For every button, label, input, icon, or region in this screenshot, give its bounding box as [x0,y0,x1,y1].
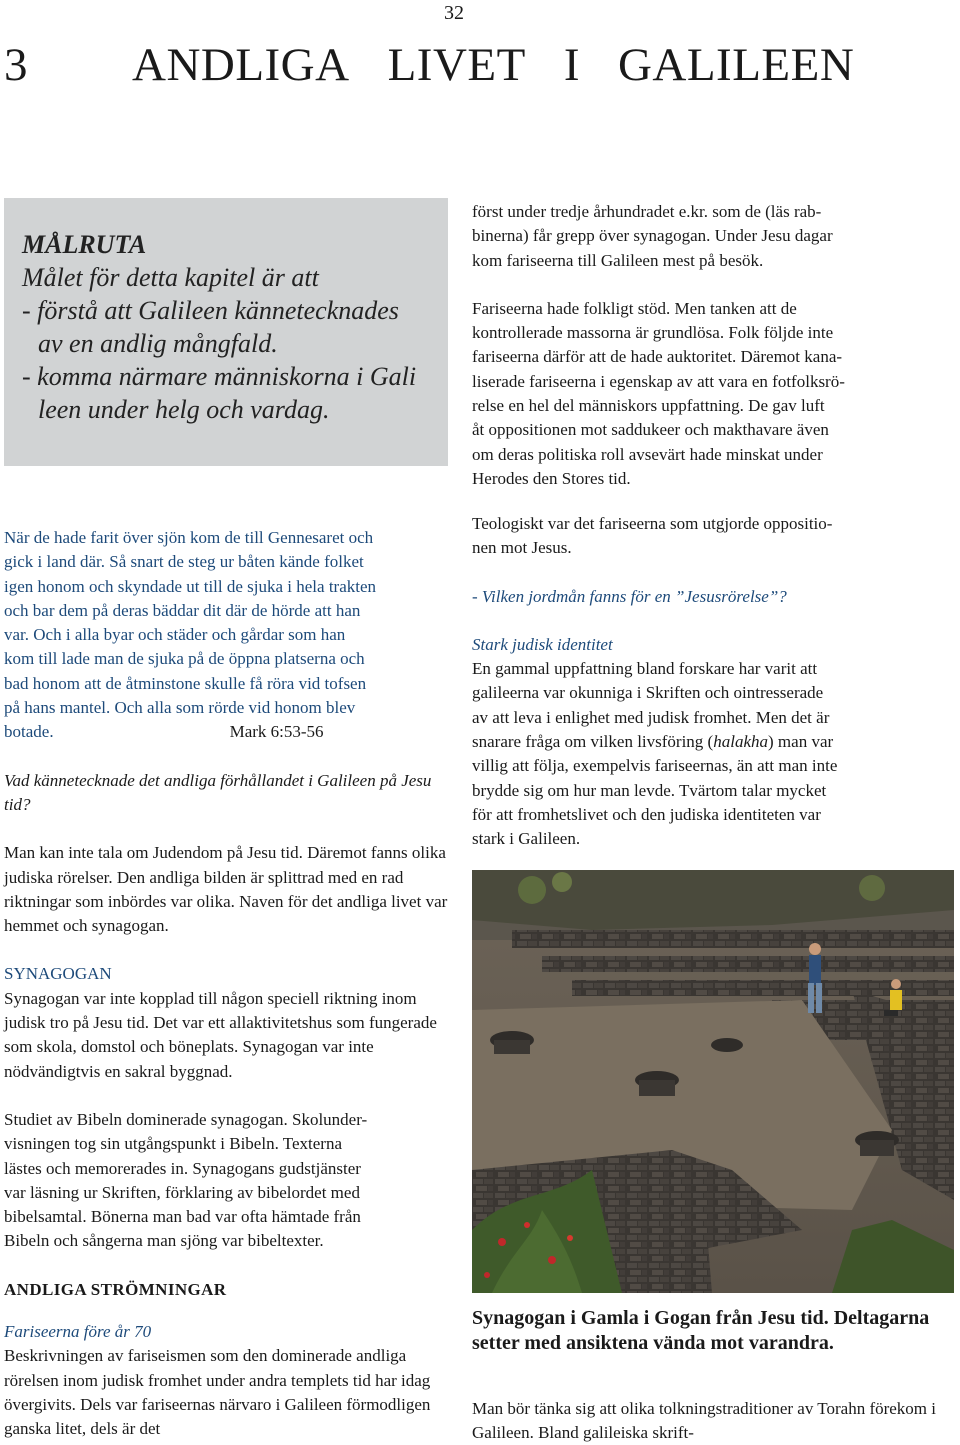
scripture-line: gick i land där. Så snart de steg ur båten kände folket [4,552,364,572]
paragraph-line: liserade fariseerna i egenskap av att vara en fotfolksrö- [472,371,845,391]
goal-box-line: - förstå att Galileen kännetecknades [22,296,399,325]
question: - Vilken jordmån fanns för en ”Jesusrörelse”? [472,586,787,606]
paragraph: Man kan inte tala om Judendom på Jesu tid. Däremot fanns olika judiska rörelser. Den andliga bilden är splittrad med en rad riktningar som inbördes var olika. Naven för det andliga livet var hemmet och synagogan. [4,843,448,936]
scripture-line: igen honom och skyndade ut till de sjuka i hela trakten [4,576,377,596]
paragraph-line: galileerna var okunniga i Skriften och ointresserade [472,683,824,703]
paragraph-line: snarare fråga om vilken livsföring ( [472,732,714,752]
goal-box-line: - komma närmare människorna i Gali [22,362,417,391]
paragraph [472,512,956,561]
paragraph-line: Teologiskt var det fariseerna som utgjorde oppositio- [472,514,833,533]
synagogue-ruins-photo [472,870,954,1293]
paragraph-line: stark i Galileen. [472,829,581,849]
paragraph-line: var läsning ur Skriften, förklaring av bibelordet med [4,1182,360,1202]
subheading-pharisees: Fariseerna före år 70 [4,1322,152,1342]
paragraph [4,1108,450,1254]
paragraph-line: om deras politiska roll avsevärt hade minskat under [472,444,823,464]
scripture-line: botade. [4,722,54,742]
paragraph-line: En gammal uppfattning bland forskare har varit att [472,659,818,679]
goal-box-title: MÅLRUTA [22,230,147,259]
right-column-lower [472,512,956,852]
paragraph-line: bibelsamtal. Bönerna man bad var ofta hämtade från [4,1207,361,1227]
scripture-line: och bar dem på deras bäddar dit där de hörde att han [4,600,361,620]
paragraph-line: binerna) får grepp över synagogan. Under Jesu dagar [472,226,833,246]
paragraph-line: kontrollerade massorna är grundlösa. Folk följde inte [472,323,834,343]
paragraph [472,200,956,273]
paragraph-line: Herodes den Stores tid. [472,468,631,488]
paragraph-line: först under tredje århundradet e.kr. som de (läs rab- [472,202,822,221]
left-column [4,526,450,1442]
paragraph-line: för att fromhetslivet och den judiska identiteten var [472,804,821,824]
paragraph-line: kom fariseerna till Galileen mest på besök. [472,250,764,270]
paragraph-line: nen mot Jesus. [472,538,572,558]
paragraph-line: fariseerna därför att de hade auktoritet. Däremot kana- [472,347,843,367]
photo-caption: Synagogan i Gamla i Gogan från Jesu tid. Deltagarna setter med ansiktena vända mot varandra. [472,1307,930,1354]
chapter-title-word: ANDLIGA [132,39,350,91]
paragraph-line: Fariseerna hade folkligt stöd. Men tanken att de [472,298,797,318]
paragraph-line: villig att följa, exempelvis fariseernas, än att man inte [472,756,838,776]
right-column [472,200,956,491]
paragraph-line: av att leva i enlighet med judisk fromhet. Men det är [472,707,830,727]
paragraph [472,657,956,851]
scripture-quote [4,526,450,745]
paragraph: Man bör tänka sig att olika tolkningstraditioner av Torahn förekom i Galileen. Bland galileiska skrift- [472,1399,937,1442]
chapter-title-word: I [563,39,580,91]
question: Vad kännetecknade det andliga förhållandet i Galileen på Jesu tid? [4,770,432,814]
scripture-line: bad honom att de åtminstone skulle få röra vid tofsen [4,673,367,693]
section-heading-currents: ANDLIGA STRÖMNINGAR [4,1279,227,1299]
section-heading-synagogue: SYNAGOGAN [4,964,112,984]
scripture-line: När de hade farit över sjön kom de till Gennesaret och [4,528,374,547]
scripture-line: kom till lade man de sjuka på de öppna platserna och [4,649,365,669]
paragraph-line: lästes och memorerades in. Synagogans gudstjänster [4,1158,361,1178]
goal-box-line: Målet för detta kapitel är att [22,263,319,292]
goal-box-line: av en andlig mångfald. [38,329,278,358]
scripture-line: var. Och i alla byar och städer och gårdar som han [4,625,346,645]
paragraph-line: åt oppositionen mot saddukeer och makthavare även [472,420,829,440]
chapter-title-word: LIVET [387,39,526,91]
emphasis-halakha: halakha [713,732,769,752]
scripture-reference: Mark 6:53-56 [229,722,324,742]
paragraph-line: Studiet av Bibeln dominerade synagogan. Skolunder- [4,1109,368,1129]
chapter-title-word: GALILEEN [617,39,855,91]
paragraph-line: Bibeln och sångerna man sjöng var bibeltexter. [4,1231,324,1251]
goal-box-line: leen under helg och vardag. [38,395,330,424]
subheading-identity: Stark judisk identitet [472,634,613,654]
paragraph-line: relse en hel del människors uppfattning. De gav luft [472,396,825,416]
paragraph: Synagogan var inte kopplad till någon speciell riktning inom judisk tro på Jesu tid. Det var ett allaktivitetshus som fungerade som skola, domstol och böneplats. Synagogan var inte nödvändigtvis en sakral byggnad. [4,988,437,1081]
paragraph-line: visningen tog sin utgångspunkt i Bibeln. Texterna [4,1134,342,1154]
chapter-number: 3 [4,39,28,91]
goal-box [4,198,448,466]
paragraph [472,297,956,491]
chapter-heading [4,38,954,92]
paragraph: Beskrivningen av fariseismen som den dominerade andliga rörelsen inom judisk fromhet under andra templets tid har idag övergivits. Dels var fariseernas närvaro i Galileen förmodligen ganska litet, dels är det [4,1346,431,1439]
paragraph-line: brydde sig om hur man levde. Tvärtom talar mycket [472,780,827,800]
page-number: 32 [444,2,464,24]
paragraph-line: ) man var [768,732,834,752]
scripture-line: på hans mantel. Och alla som rörde vid honom blev [4,698,356,718]
